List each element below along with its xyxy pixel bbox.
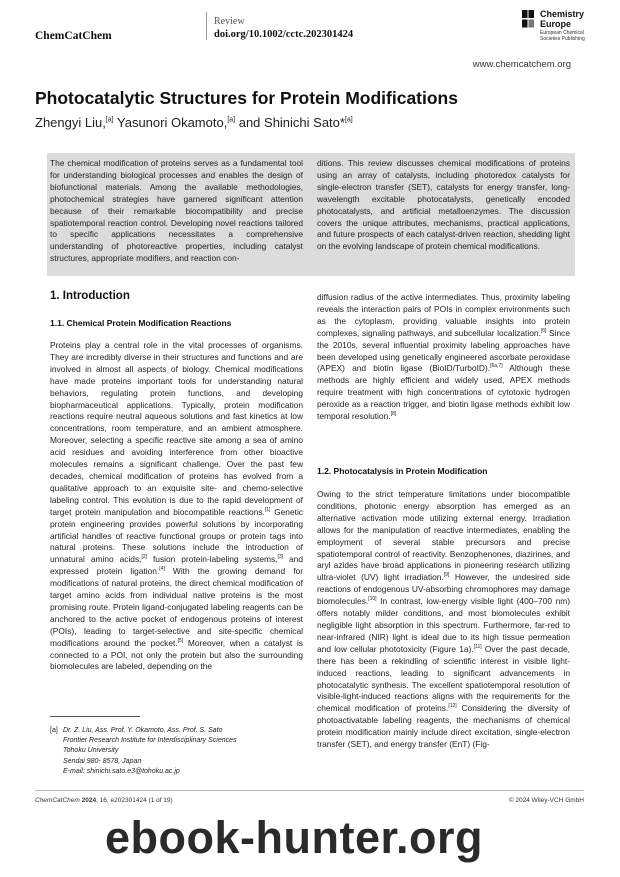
journal-name: ChemCatChem — [35, 30, 112, 42]
article-title: Photocatalytic Structures for Protein Modifications — [35, 88, 458, 108]
footer-volume-pages: , 16, e202301424 (1 of 19) — [96, 797, 173, 804]
text-run: and expressed protein ligation. — [50, 554, 303, 577]
text-run: fusion protein-labeling systems, — [147, 554, 278, 565]
author-name[interactable]: and Shinichi Sato* — [235, 115, 345, 130]
footnote-email[interactable]: E-mail: shinichi.sato.e3@tohoku.ac.jp — [63, 767, 180, 775]
chemistry-europe-logo-icon — [522, 10, 534, 28]
author-affiliation: [a] — [105, 116, 114, 124]
body-text-right-column-top — [317, 292, 570, 423]
text-run: With the growing demand for modifications of natural proteins, the direct chemical modification of target amino acids from individual native proteins is the most promising route. Protein ligand-conjugated labeling reagents can be anchored to the active pocket of endogenous proteins of interest (POIs), leading to target-selective and site-specific chemical modifications around the pocket. — [50, 566, 303, 648]
text-run: Considering the diversity of photoactivatable labeling reagents, the mechanisms of chemical protein modification mainly include direct excitation, single-electron transfer (SET), and energy transfer (EnT) (Fig- — [317, 703, 571, 750]
footnote-text — [63, 726, 237, 777]
citation-footer — [35, 797, 173, 804]
citation-ref[interactable]: [9] — [443, 572, 450, 579]
publisher-subtitle — [540, 30, 585, 42]
publisher-name-line1: Chemistry — [540, 9, 585, 19]
author-name[interactable]: Zhengyi Liu, — [35, 115, 106, 130]
text-run: Proteins play a central role in the vital processes of organisms. They are incredibly diverse in their structures and functions and are involved in almost all aspects of biology. Chemical modifications have made proteins important tools for understanding natural behaviors, regulating protein functions, and developing biopharmaceutical applications. Typically, protein modification reactions require neutral aqueous solutions and fast kinetics at low concentrations, room temperature, and an ambient atmosphere. Moreover, selecting a specific reactive site among a sea of amino acid residues and avoiding interference from other bioactive molecules remains a significant challenge. Over the past few decades, chemical modification of proteins has evolved from a qualitative approach to an exquisite site- and chemo-selective labeling control. This evolution is due to the rapid development of target protein manipulation and biocompatible reactions. — [50, 340, 303, 517]
text-run: Owing to the strict temperature limitations under biocompatible conditions, photonic energy absorption has emerged as an alternative activation mode utilizing external energy. Irradiation allows for the manipulation of reactive intermediates, enabling the employment of several stable precursors and precise spatiotemporal control of reactivity. Benzophenones, diazirines, and aryl azides have broad applications in pioneering research utilizing ultra-violet (UV) light irradiation. — [317, 489, 570, 583]
text-run: Although these methods are highly efficient and widely used, APEX methods require treatment with high concentrations of cytotoxic hydrogen peroxide as a reaction trigger, and biotin ligase methods exhibit low temporal resolution. — [317, 363, 570, 422]
author-list — [35, 115, 353, 130]
watermark-text: ebook-hunter.org — [105, 812, 483, 863]
footer-journal: ChemCatChem — [35, 797, 80, 804]
text-run: Over the past decade, there has been a rekindling of scientific interest in visible light-induced reactions, leading to significant advancements in photocatalytic synthesis. The excellent spatiotemporal resolution of visible-light-induced reactions aligns with the requirements for the chemical modification of proteins. — [317, 643, 571, 714]
copyright-footer: © 2024 Wiley-VCH GmbH — [508, 797, 584, 804]
citation-ref[interactable]: [12] — [448, 703, 457, 710]
abstract-right-column: ditions. This review discusses chemical modifications of proteins using an array of catalysts, including photoredox catalysts for single-electron transfer (SET), catalysts for energy transfer, long-wavelength excitable photocatalysts, genetically encoded photocatalysts, and artificial metalloenzymes. The discussion covers the unique attributes, mechanisms, practical applications, and future prospects of each catalyst-driven reaction, shedding light on the evolving landscape of protein chemical modifications. — [317, 158, 570, 252]
article-type: Review — [214, 16, 245, 27]
footnote-line: Frontier Research Institute for Interdisciplinary Sciences — [63, 737, 237, 745]
citation-ref[interactable]: [6] — [540, 327, 547, 334]
publisher-sub-line2: Societies Publishing — [540, 36, 585, 42]
footnote-divider — [50, 716, 140, 717]
subsection-heading-1-1: 1.1. Chemical Protein Modification Reactions — [50, 318, 232, 328]
citation-ref[interactable]: [10] — [368, 596, 377, 603]
text-run: In contrast, low-energy visible light (400–700 nm) offers notably milder conditions, and most biomolecules exhibit negligible light absorption in this spectrum. Furthermore, far-red to near-infrared (NIR) light is ideal due to its high tissue permeation and low cellular phototoxicity (Figure 1a). — [317, 596, 570, 654]
subsection-heading-1-2: 1.2. Photocatalysis in Protein Modification — [317, 466, 488, 476]
text-run: diffusion radius of the active intermediates. Thus, proximity labeling reveals the interaction pairs of POIs in complex environments such as the cytoplasm, providing valuable insights into protein complexes, signaling pathways, and subcellular localization. — [317, 292, 570, 338]
body-text-right-column — [317, 489, 570, 751]
section-heading-introduction: 1. Introduction — [50, 290, 130, 302]
citation-ref[interactable]: [11] — [473, 643, 482, 650]
body-text-left-column — [50, 340, 303, 673]
footnote-line: Tohoku University — [63, 747, 119, 755]
author-affiliation: [a] — [344, 116, 353, 124]
text-run: However, the undesired side reactions of endogenous UV-absorbing chromophores may damage biomolecules. — [317, 572, 570, 607]
abstract-left-column: The chemical modification of proteins serves as a fundamental tool for understanding biological processes and enables the design of biofunctional materials. Among the available methodologies, photochemical strategies have garnered significant attention because of their remarkable biocompatibility and precise spatiotemporal reaction control. Developing novel reactions tailored to specific applications necessitates a comprehensive understanding of photoreactive properties, including catalyst structures, appropriate modifiers, and reaction con- — [50, 158, 303, 264]
footer-divider — [35, 790, 584, 791]
footnote-marker: [a] — [50, 727, 58, 734]
author-affiliation: [a] — [227, 116, 236, 124]
citation-ref[interactable]: [5] — [177, 637, 184, 644]
citation-ref[interactable]: [6a,7] — [490, 363, 503, 370]
text-run: Since the 2010s, several influential proximity labeling approaches have been developed using genetically engineered ascorbate peroxidase (APEX) and biotin ligase (BioID/TurboID). — [317, 327, 571, 374]
footnote-line: Sendai 980- 8578, Japan — [63, 757, 142, 765]
text-run: Genetic protein engineering provides powerful solutions by incorporating artificial handles of reactive functional groups or protein tags into natural proteins. These solutions include the introduction of unnatural amino acids, — [50, 506, 303, 565]
text-run: Moreover, when a catalyst is connected to a POI, not only the protein but also the surrounding biomolecules are labeled, depending on the — [50, 637, 303, 672]
citation-ref[interactable]: [4] — [159, 566, 165, 573]
citation-ref[interactable]: [2] — [141, 554, 148, 561]
journal-website-link[interactable]: www.chemcatchem.org — [472, 59, 571, 70]
citation-ref[interactable]: [3] — [277, 554, 284, 561]
footer-year: 2024 — [79, 797, 97, 804]
footnote-line: Dr. Z. Liu, Ass. Prof. Y. Okamoto, Ass. Prof. S. Sato — [63, 727, 223, 734]
citation-ref[interactable]: [1] — [264, 506, 271, 513]
citation-ref[interactable]: [8] — [390, 411, 397, 418]
publisher-name — [540, 10, 584, 29]
publisher-name-line2: Europe — [540, 18, 572, 29]
header-divider — [206, 12, 207, 40]
publisher-sub-line1: European Chemical — [540, 30, 584, 36]
doi-link[interactable]: doi.org/10.1002/cctc.202301424 — [214, 29, 354, 40]
author-name[interactable]: Yasunori Okamoto, — [113, 115, 228, 130]
